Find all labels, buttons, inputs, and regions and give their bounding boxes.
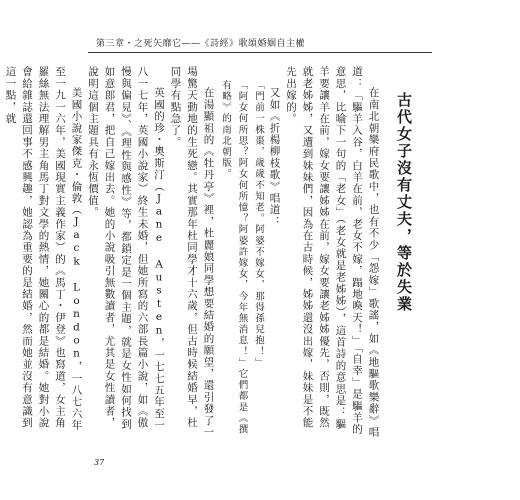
paragraph: 又如《折楊柳枝歌》唱道：	[268, 87, 281, 228]
quote: 「門前一株棗，歲歲不知老。阿婆不嫁女，那得孫兒抱！」	[253, 80, 264, 369]
running-head: 第三章・之死矢靡它——《詩經》歌頌婚姻自主權	[96, 39, 306, 49]
header-rule	[88, 52, 432, 53]
paragraph: 美國小說家傑克・倫敦（Jack London，一八七六年至一九一六年，美國現實主義作家）的《馬丁・伊登》也寫道，女主角羅絲無法理解男主角馬丁對文學的熱情，她關心的都是結婚。她對小說會給雜誌還回事不感興趣，她認為重要的是結婚，然而她並沒有意識到這一點，就	[4, 66, 83, 432]
paragraph: 在南北朝樂府民歌中，也有不少「怨嫁」歌謠，如《地驅歌樂辭》唱道：「驅羊入谷，白羊在前，老女不嫁，蹋地喚天！」「自幸」是驅羊的意思，比喻下一句的「老女」（老女就是老姊姊），這首詩的意思是：驅羊要讓羊在前，嫁女要讓姊姊在前，嫁女要讓老姊姊優先，否則，既然就老姊姊，又遭到妹妹們，因為在古時候，姊姊還沒出嫁，妹妹是不能先出嫁的。	[285, 66, 380, 438]
paragraph: 英國的珍・奧斯汀（Jane Austen，一七七五年至一八一七年，英國小說家）終生未婚，但她所寫的六部長篇小說，如《傲慢與偏見》、《理性與感性》等，都鎖定是一個主題，就是女性如何找到如意郎君，把自己嫁出去。她的小說吸引無數讀者，尤其是女性讀者，說明這個主題具有永恆價值。	[87, 66, 165, 432]
quote: 「阿女何所思？阿女何所憶？阿婆許嫁女，今年無消息！」它們都是《撰有略》的南北朝版。	[220, 80, 248, 436]
section-title: 古代女子沒有丈夫，等於失業	[395, 92, 413, 313]
paragraph: 在湯顯祖的《牡丹亭》裡，杜麗娘同學想要結婚的願望，還引發了一場驚天動地的生死戀。其實那年杜同學才十六歲，但古時候結婚早，杜同學有點急了。	[169, 66, 215, 438]
body-text	[4, 66, 413, 440]
page-number: 37	[94, 458, 105, 467]
